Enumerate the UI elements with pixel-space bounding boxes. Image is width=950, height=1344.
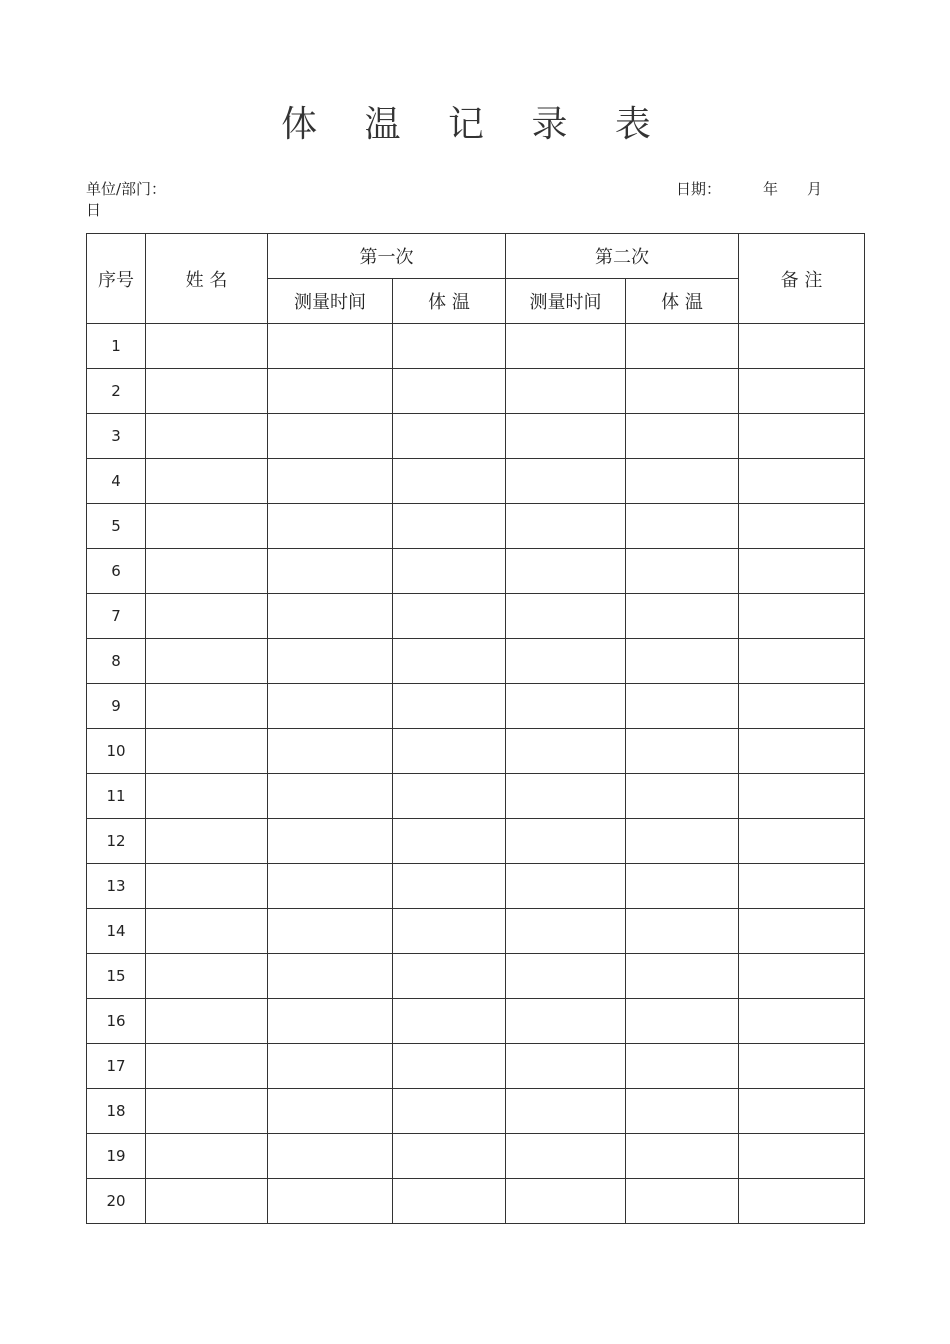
remark-cell[interactable] — [739, 774, 865, 819]
name-cell[interactable] — [146, 999, 268, 1044]
remark-cell[interactable] — [739, 1134, 865, 1179]
second-temperature-cell[interactable] — [626, 819, 739, 864]
table-row — [87, 864, 865, 909]
second-time-cell[interactable] — [506, 819, 626, 864]
second-time-cell[interactable] — [506, 1089, 626, 1134]
first-temperature-cell[interactable] — [393, 954, 506, 999]
header-seq: 序号 — [87, 234, 146, 324]
first-time-cell[interactable] — [268, 1179, 393, 1224]
second-temperature-cell[interactable] — [626, 459, 739, 504]
header-first-temperature: 体 温 — [393, 279, 506, 324]
second-time-cell[interactable] — [506, 594, 626, 639]
second-time-cell[interactable] — [506, 1044, 626, 1089]
first-temperature-cell[interactable] — [393, 684, 506, 729]
date-month-label: 月 — [807, 180, 823, 198]
name-cell[interactable] — [146, 909, 268, 954]
first-temperature-cell[interactable] — [393, 414, 506, 459]
remark-cell[interactable] — [739, 459, 865, 504]
first-temperature-cell[interactable] — [393, 324, 506, 369]
name-cell[interactable] — [146, 324, 268, 369]
row-number: 17 — [87, 1044, 146, 1089]
table-row — [87, 1134, 865, 1179]
second-temperature-cell[interactable] — [626, 549, 739, 594]
remark-cell[interactable] — [739, 639, 865, 684]
name-cell[interactable] — [146, 369, 268, 414]
header-remark: 备 注 — [739, 234, 865, 324]
table-row — [87, 594, 865, 639]
first-time-cell[interactable] — [268, 504, 393, 549]
header-first-measurement: 第一次 — [268, 234, 506, 279]
second-time-cell[interactable] — [506, 369, 626, 414]
remark-cell[interactable] — [739, 864, 865, 909]
second-time-cell[interactable] — [506, 549, 626, 594]
row-number: 11 — [87, 774, 146, 819]
second-time-cell[interactable] — [506, 864, 626, 909]
name-cell[interactable] — [146, 819, 268, 864]
first-time-cell[interactable] — [268, 684, 393, 729]
first-time-cell[interactable] — [268, 594, 393, 639]
name-cell[interactable] — [146, 774, 268, 819]
row-number: 19 — [87, 1134, 146, 1179]
table-row — [87, 684, 865, 729]
table-row — [87, 324, 865, 369]
table-row — [87, 549, 865, 594]
first-time-cell[interactable] — [268, 999, 393, 1044]
first-temperature-cell[interactable] — [393, 1179, 506, 1224]
first-temperature-cell[interactable] — [393, 459, 506, 504]
row-number: 8 — [87, 639, 146, 684]
first-time-cell[interactable] — [268, 369, 393, 414]
table-row — [87, 909, 865, 954]
table-row — [87, 504, 865, 549]
first-time-cell[interactable] — [268, 954, 393, 999]
second-temperature-cell[interactable] — [626, 999, 739, 1044]
first-temperature-cell[interactable] — [393, 774, 506, 819]
row-number: 20 — [87, 1179, 146, 1224]
second-time-cell[interactable] — [506, 954, 626, 999]
table-row — [87, 459, 865, 504]
second-time-cell[interactable] — [506, 1134, 626, 1179]
second-temperature-cell[interactable] — [626, 684, 739, 729]
remark-cell[interactable] — [739, 549, 865, 594]
date-label: 日期： — [676, 180, 722, 198]
first-temperature-cell[interactable] — [393, 1044, 506, 1089]
row-number: 9 — [87, 684, 146, 729]
second-time-cell[interactable] — [506, 324, 626, 369]
second-temperature-cell[interactable] — [626, 594, 739, 639]
table-row — [87, 1044, 865, 1089]
name-cell[interactable] — [146, 459, 268, 504]
name-cell[interactable] — [146, 639, 268, 684]
second-temperature-cell[interactable] — [626, 954, 739, 999]
page-title: 体 温 记 录 表 — [281, 104, 669, 145]
name-cell[interactable] — [146, 1044, 268, 1089]
row-number: 7 — [87, 594, 146, 639]
name-cell[interactable] — [146, 954, 268, 999]
table-row — [87, 729, 865, 774]
second-temperature-cell[interactable] — [626, 774, 739, 819]
remark-cell[interactable] — [739, 369, 865, 414]
table-row — [87, 774, 865, 819]
table-row — [87, 1089, 865, 1134]
second-temperature-cell[interactable] — [626, 369, 739, 414]
second-temperature-cell[interactable] — [626, 1179, 739, 1224]
second-temperature-cell[interactable] — [626, 414, 739, 459]
date-year-label: 年 — [763, 180, 779, 198]
row-number: 3 — [87, 414, 146, 459]
name-cell[interactable] — [146, 1134, 268, 1179]
row-number: 2 — [87, 369, 146, 414]
first-time-cell[interactable] — [268, 864, 393, 909]
first-temperature-cell[interactable] — [393, 819, 506, 864]
first-time-cell[interactable] — [268, 1044, 393, 1089]
first-temperature-cell[interactable] — [393, 864, 506, 909]
remark-cell[interactable] — [739, 684, 865, 729]
name-cell[interactable] — [146, 594, 268, 639]
header-first-time: 测量时间 — [268, 279, 393, 324]
row-number: 12 — [87, 819, 146, 864]
unit-department-label: 单位/部门： — [86, 180, 167, 198]
header-second-measurement: 第二次 — [506, 234, 739, 279]
table-row — [87, 954, 865, 999]
date-day-label: 日 — [86, 201, 102, 219]
second-time-cell[interactable] — [506, 639, 626, 684]
first-temperature-cell[interactable] — [393, 369, 506, 414]
second-time-cell[interactable] — [506, 774, 626, 819]
row-number: 18 — [87, 1089, 146, 1134]
table-row — [87, 1179, 865, 1224]
second-time-cell[interactable] — [506, 504, 626, 549]
first-temperature-cell[interactable] — [393, 639, 506, 684]
first-time-cell[interactable] — [268, 909, 393, 954]
remark-cell[interactable] — [739, 1044, 865, 1089]
remark-cell[interactable] — [739, 324, 865, 369]
header-second-temperature: 体 温 — [626, 279, 739, 324]
second-time-cell[interactable] — [506, 414, 626, 459]
first-time-cell[interactable] — [268, 774, 393, 819]
remark-cell[interactable] — [739, 954, 865, 999]
first-time-cell[interactable] — [268, 1134, 393, 1179]
first-time-cell[interactable] — [268, 639, 393, 684]
second-temperature-cell[interactable] — [626, 639, 739, 684]
remark-cell[interactable] — [739, 819, 865, 864]
first-temperature-cell[interactable] — [393, 1134, 506, 1179]
name-cell[interactable] — [146, 729, 268, 774]
name-cell[interactable] — [146, 864, 268, 909]
name-cell[interactable] — [146, 504, 268, 549]
second-temperature-cell[interactable] — [626, 324, 739, 369]
remark-cell[interactable] — [739, 729, 865, 774]
first-time-cell[interactable] — [268, 819, 393, 864]
row-number: 5 — [87, 504, 146, 549]
header-second-time: 测量时间 — [506, 279, 626, 324]
first-time-cell[interactable] — [268, 324, 393, 369]
first-time-cell[interactable] — [268, 729, 393, 774]
first-temperature-cell[interactable] — [393, 594, 506, 639]
first-temperature-cell[interactable] — [393, 729, 506, 774]
remark-cell[interactable] — [739, 999, 865, 1044]
first-temperature-cell[interactable] — [393, 504, 506, 549]
second-temperature-cell[interactable] — [626, 864, 739, 909]
table-body — [87, 324, 865, 1224]
first-time-cell[interactable] — [268, 414, 393, 459]
table-row — [87, 639, 865, 684]
remark-cell[interactable] — [739, 594, 865, 639]
second-temperature-cell[interactable] — [626, 909, 739, 954]
row-number: 1 — [87, 324, 146, 369]
row-number: 10 — [87, 729, 146, 774]
table-row — [87, 819, 865, 864]
header-name: 姓 名 — [146, 234, 268, 324]
second-temperature-cell[interactable] — [626, 504, 739, 549]
second-temperature-cell[interactable] — [626, 1089, 739, 1134]
name-cell[interactable] — [146, 1089, 268, 1134]
row-number: 13 — [87, 864, 146, 909]
first-temperature-cell[interactable] — [393, 1089, 506, 1134]
row-number: 15 — [87, 954, 146, 999]
second-temperature-cell[interactable] — [626, 1044, 739, 1089]
table-row — [87, 369, 865, 414]
row-number: 14 — [87, 909, 146, 954]
name-cell[interactable] — [146, 684, 268, 729]
second-time-cell[interactable] — [506, 1179, 626, 1224]
remark-cell[interactable] — [739, 1089, 865, 1134]
name-cell[interactable] — [146, 1179, 268, 1224]
first-time-cell[interactable] — [268, 459, 393, 504]
row-number: 16 — [87, 999, 146, 1044]
first-temperature-cell[interactable] — [393, 999, 506, 1044]
remark-cell[interactable] — [739, 909, 865, 954]
temperature-record-table — [86, 233, 865, 1224]
row-number: 6 — [87, 549, 146, 594]
second-temperature-cell[interactable] — [626, 729, 739, 774]
first-time-cell[interactable] — [268, 549, 393, 594]
table-row — [87, 414, 865, 459]
second-temperature-cell[interactable] — [626, 1134, 739, 1179]
remark-cell[interactable] — [739, 504, 865, 549]
second-time-cell[interactable] — [506, 729, 626, 774]
first-time-cell[interactable] — [268, 1089, 393, 1134]
second-time-cell[interactable] — [506, 459, 626, 504]
remark-cell[interactable] — [739, 414, 865, 459]
row-number: 4 — [87, 459, 146, 504]
table-row — [87, 999, 865, 1044]
remark-cell[interactable] — [739, 1179, 865, 1224]
second-time-cell[interactable] — [506, 684, 626, 729]
first-temperature-cell[interactable] — [393, 549, 506, 594]
first-temperature-cell[interactable] — [393, 909, 506, 954]
name-cell[interactable] — [146, 549, 268, 594]
header-row-1 — [87, 234, 865, 279]
second-time-cell[interactable] — [506, 999, 626, 1044]
name-cell[interactable] — [146, 414, 268, 459]
second-time-cell[interactable] — [506, 909, 626, 954]
